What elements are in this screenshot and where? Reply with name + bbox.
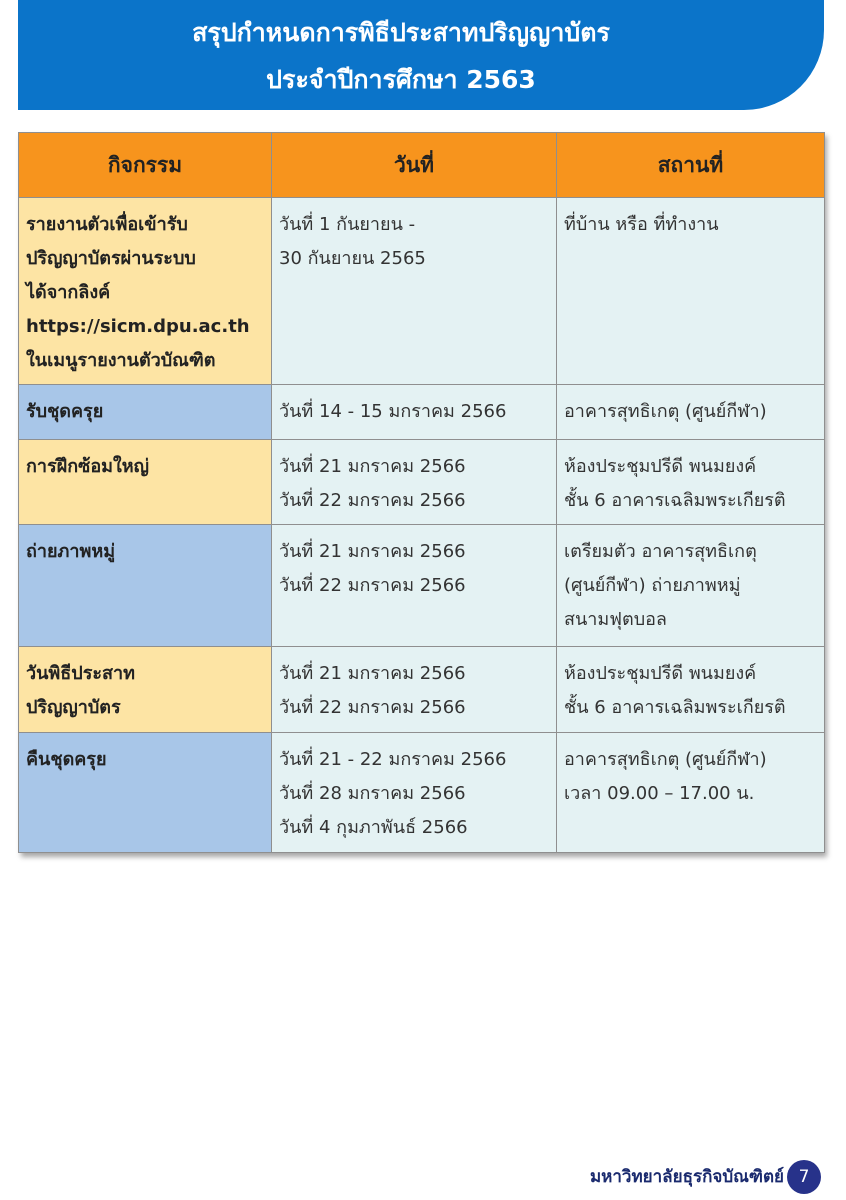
activity-text: ถ่ายภาพหมู่ — [26, 541, 116, 562]
activity-cell — [19, 440, 272, 525]
date-text: วันที่ 14 - 15 มกราคม 2566 — [279, 401, 507, 422]
place-text: (ศูนย์กีฬา) ถ่ายภาพหมู่ — [564, 575, 741, 596]
place-text: อาคารสุทธิเกตุ (ศูนย์กีฬา) — [564, 401, 767, 422]
activity-text: ปริญญาบัตร — [26, 697, 121, 718]
schedule-table — [18, 132, 825, 853]
page-header-banner — [18, 0, 824, 110]
activity-text: คืนชุดครุย — [26, 749, 107, 770]
place-text: ห้องประชุมปรีดี พนมยงค์ — [564, 456, 757, 477]
activity-text: วันพิธีประสาท — [26, 663, 135, 684]
page-title-line-1: สรุปกำหนดการพิธีประสาทปริญญาบัตร — [192, 18, 610, 47]
activity-text: ได้จากลิงค์ — [26, 282, 111, 303]
activity-text: ปริญญาบัตรผ่านระบบ — [26, 248, 196, 269]
activity-cell — [19, 385, 272, 440]
date-cell — [272, 440, 557, 525]
date-cell — [272, 525, 557, 647]
date-cell — [272, 198, 557, 385]
page-number-badge: 7 — [787, 1160, 821, 1194]
activity-cell — [19, 647, 272, 733]
date-text: วันที่ 22 มกราคม 2566 — [279, 490, 466, 511]
date-cell — [272, 733, 557, 853]
date-text: วันที่ 21 มกราคม 2566 — [279, 541, 466, 562]
place-cell — [557, 198, 825, 385]
footer-university-name: มหาวิทยาลัยธุรกิจบัณฑิตย์ — [589, 1167, 784, 1187]
place-text: เตรียมตัว อาคารสุทธิเกตุ — [564, 541, 757, 562]
activity-cell — [19, 198, 272, 385]
place-cell — [557, 385, 825, 440]
place-text: ชั้น 6 อาคารเฉลิมพระเกียรติ — [564, 697, 786, 718]
activity-text: การฝึกซ้อมใหญ่ — [26, 456, 150, 477]
table-row — [19, 385, 825, 440]
date-text: วันที่ 28 มกราคม 2566 — [279, 783, 466, 804]
date-text: วันที่ 21 มกราคม 2566 — [279, 663, 466, 684]
date-cell — [272, 647, 557, 733]
place-cell — [557, 647, 825, 733]
column-header-date: วันที่ — [272, 133, 557, 198]
date-cell — [272, 385, 557, 440]
place-cell — [557, 440, 825, 525]
date-text: 30 กันยายน 2565 — [279, 248, 426, 269]
date-text: วันที่ 1 กันยายน - — [279, 214, 416, 235]
activity-cell — [19, 733, 272, 853]
activity-text: รับชุดครุย — [26, 401, 104, 422]
date-text: วันที่ 21 มกราคม 2566 — [279, 456, 466, 477]
registration-link[interactable]: https://sicm.dpu.ac.th — [26, 316, 250, 337]
table-row — [19, 525, 825, 647]
activity-text: ในเมนูรายงานตัวบัณฑิต — [26, 350, 216, 371]
place-cell — [557, 525, 825, 647]
place-text: ห้องประชุมปรีดี พนมยงค์ — [564, 663, 757, 684]
place-text: สนามฟุตบอล — [564, 609, 667, 630]
date-text: วันที่ 22 มกราคม 2566 — [279, 697, 466, 718]
place-text: อาคารสุทธิเกตุ (ศูนย์กีฬา) — [564, 749, 767, 770]
date-text: วันที่ 21 - 22 มกราคม 2566 — [279, 749, 507, 770]
table-row — [19, 733, 825, 853]
table-header-row — [19, 133, 825, 198]
column-header-place: สถานที่ — [557, 133, 825, 198]
place-text: เวลา 09.00 – 17.00 น. — [564, 783, 755, 804]
table-row — [19, 198, 825, 385]
column-header-activity: กิจกรรม — [19, 133, 272, 198]
table-row — [19, 647, 825, 733]
place-cell — [557, 733, 825, 853]
table-row — [19, 440, 825, 525]
activity-text: รายงานตัวเพื่อเข้ารับ — [26, 214, 188, 235]
place-text: ชั้น 6 อาคารเฉลิมพระเกียรติ — [564, 490, 786, 511]
place-text: ที่บ้าน หรือ ที่ทำงาน — [564, 214, 719, 235]
activity-cell — [19, 525, 272, 647]
date-text: วันที่ 22 มกราคม 2566 — [279, 575, 466, 596]
date-text: วันที่ 4 กุมภาพันธ์ 2566 — [279, 817, 468, 838]
page-title-line-2: ประจำปีการศึกษา 2563 — [266, 65, 536, 94]
schedule-table-container — [18, 132, 824, 853]
